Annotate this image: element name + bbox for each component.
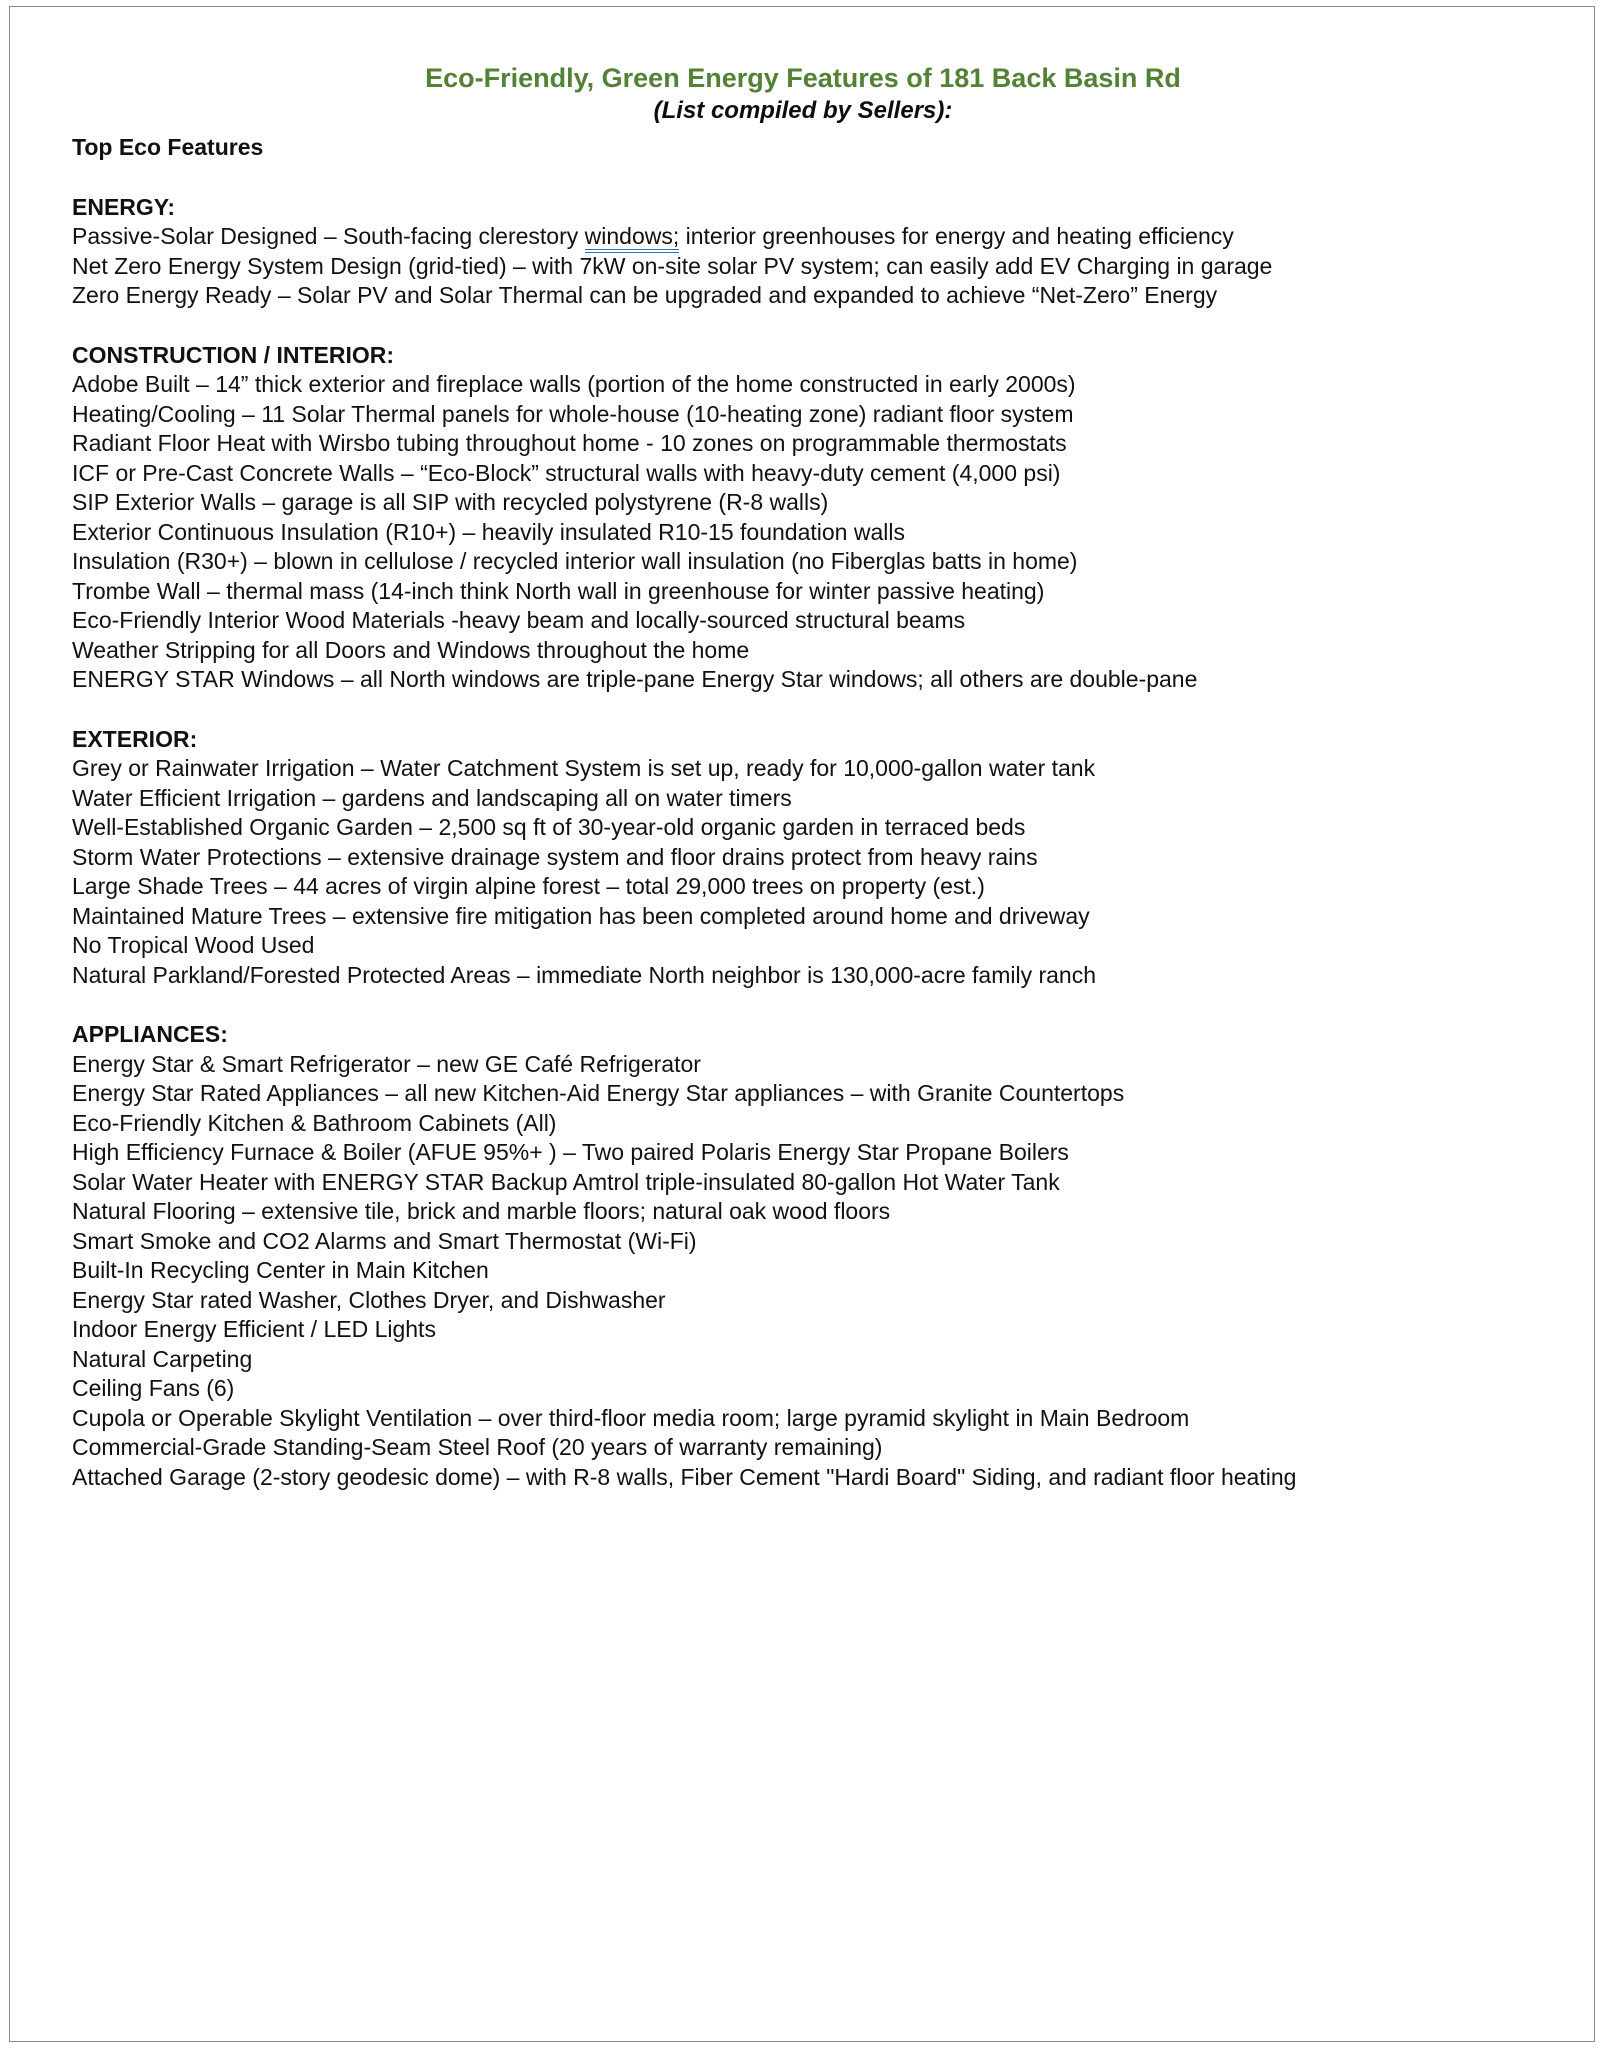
feature-line: Energy Star & Smart Refrigerator – new GE Café Refrigerator <box>72 1050 701 1077</box>
grammar-underlined-word: windows; <box>585 223 680 253</box>
feature-line: Grey or Rainwater Irrigation – Water Catchment System is set up, ready for 10,000-gallon water tank <box>72 755 1096 781</box>
feature-line: Weather Stripping for all Doors and Windows throughout the home <box>72 636 750 663</box>
feature-text: interior greenhouses for energy and heating efficiency <box>679 223 1234 249</box>
feature-line: Exterior Continuous Insulation (R10+) – heavily insulated R10-15 foundation walls <box>72 518 905 545</box>
document-title: Eco-Friendly, Green Energy Features of 181 Back Basin Rd <box>425 63 1181 93</box>
section-heading: APPLIANCES: <box>72 1021 228 1047</box>
feature-line: SIP Exterior Walls – garage is all SIP with recycled polystyrene (R-8 walls) <box>72 489 829 515</box>
feature-text: Passive-Solar Designed – South-facing clerestory <box>72 223 585 249</box>
intro-heading: Top Eco Features <box>72 134 264 160</box>
feature-line <box>72 222 1534 252</box>
document-page <box>9 6 1595 2042</box>
feature-line: Indoor Energy Efficient / LED Lights <box>72 1316 436 1342</box>
feature-line: Insulation (R30+) – blown in cellulose / recycled interior wall insulation (no Fiberglas batts in home) <box>72 548 1078 574</box>
feature-line: Solar Water Heater with ENERGY STAR Backup Amtrol triple-insulated 80-gallon Hot Water Tank <box>72 1168 1060 1195</box>
feature-line: Net Zero Energy System Design (grid-tied) – with 7kW on-site solar PV system; can easily add EV Charging in garage <box>72 252 1273 279</box>
feature-line: ICF or Pre-Cast Concrete Walls – “Eco-Block” structural walls with heavy-duty cement (4,000 psi) <box>72 459 1061 486</box>
section-exterior <box>72 725 1534 991</box>
feature-line: Storm Water Protections – extensive drainage system and floor drains protect from heavy rains <box>72 843 1038 870</box>
feature-line: Water Efficient Irrigation – gardens and landscaping all on water timers <box>72 784 792 811</box>
section-construction-interior <box>72 341 1534 695</box>
feature-line: Cupola or Operable Skylight Ventilation – over third-floor media room; large pyramid skylight in Main Bedroom <box>72 1404 1190 1431</box>
section-appliances <box>72 1020 1534 1492</box>
feature-line: No Tropical Wood Used <box>72 932 315 958</box>
feature-line: Large Shade Trees – 44 acres of virgin alpine forest – total 29,000 trees on property (est.) <box>72 873 985 899</box>
section-heading: ENERGY: <box>72 193 176 220</box>
section-heading: EXTERIOR: <box>72 725 198 752</box>
feature-line: Energy Star rated Washer, Clothes Dryer, and Dishwasher <box>72 1286 666 1313</box>
feature-line: Attached Garage (2-story geodesic dome) – with R-8 walls, Fiber Cement "Hardi Board" Siding, and radiant floor heating <box>72 1463 1297 1490</box>
feature-line: Smart Smoke and CO2 Alarms and Smart Thermostat (Wi-Fi) <box>72 1227 697 1254</box>
document-subtitle: (List compiled by Sellers): <box>653 97 953 124</box>
feature-line: Radiant Floor Heat with Wirsbo tubing throughout home - 10 zones on programmable thermostats <box>72 430 1067 456</box>
feature-line: Commercial-Grade Standing-Seam Steel Roof (20 years of warranty remaining) <box>72 1434 883 1460</box>
feature-line: Built-In Recycling Center in Main Kitchen <box>72 1257 489 1283</box>
feature-line: Heating/Cooling – 11 Solar Thermal panels for whole-house (10-heating zone) radiant floor system <box>72 400 1074 427</box>
feature-line: Eco-Friendly Kitchen & Bathroom Cabinets (All) <box>72 1109 557 1136</box>
feature-line: Trombe Wall – thermal mass (14-inch think North wall in greenhouse for winter passive heating) <box>72 577 1045 604</box>
feature-line: Well-Established Organic Garden – 2,500 sq ft of 30-year-old organic garden in terraced beds <box>72 814 1026 840</box>
feature-line: Maintained Mature Trees – extensive fire mitigation has been completed around home and driveway <box>72 902 1090 929</box>
feature-line: Natural Carpeting <box>72 1345 253 1372</box>
feature-line: ENERGY STAR Windows – all North windows are triple-pane Energy Star windows; all others are double-pane <box>72 666 1198 692</box>
feature-line: Natural Parkland/Forested Protected Areas – immediate North neighbor is 130,000-acre family ranch <box>72 961 1097 988</box>
feature-line: High Efficiency Furnace & Boiler (AFUE 95%+ ) – Two paired Polaris Energy Star Propane Boilers <box>72 1139 1069 1165</box>
feature-line: Adobe Built – 14” thick exterior and fireplace walls (portion of the home constructed in early 2000s) <box>72 371 1076 397</box>
feature-line: Eco-Friendly Interior Wood Materials -heavy beam and locally-sourced structural beams <box>72 607 966 633</box>
feature-line: Ceiling Fans (6) <box>72 1375 235 1401</box>
section-energy <box>72 193 1534 311</box>
feature-line: Natural Flooring – extensive tile, brick and marble floors; natural oak wood floors <box>72 1198 891 1224</box>
feature-line: Energy Star Rated Appliances – all new Kitchen-Aid Energy Star appliances – with Granite Countertops <box>72 1080 1125 1106</box>
section-heading: CONSTRUCTION / INTERIOR: <box>72 341 394 368</box>
document-content <box>10 7 1594 1492</box>
feature-line: Zero Energy Ready – Solar PV and Solar Thermal can be upgraded and expanded to achieve “Net-Zero” Energy <box>72 282 1218 308</box>
